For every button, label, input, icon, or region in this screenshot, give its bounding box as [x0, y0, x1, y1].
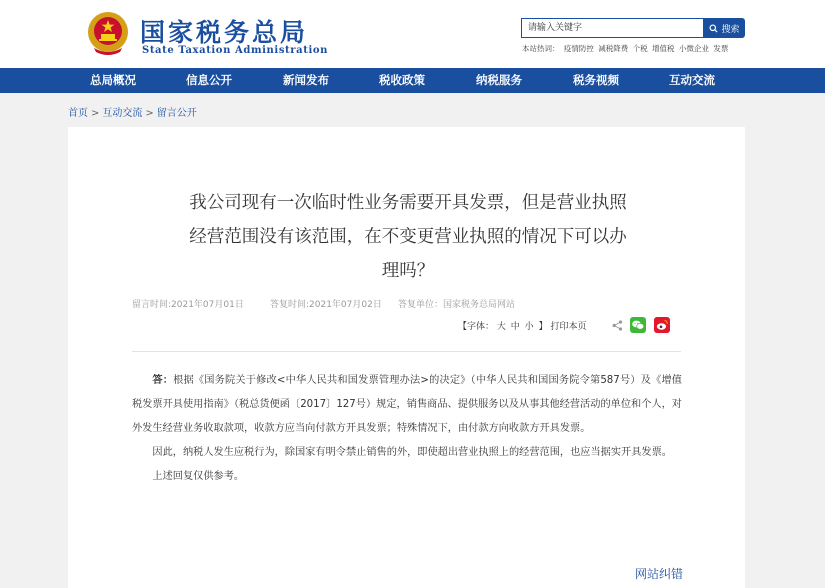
hot-words-label: 本站热词：: [522, 44, 560, 53]
print-button[interactable]: 打印本页: [550, 322, 587, 332]
nav-item-tax-service[interactable]: 纳税服务: [476, 73, 522, 87]
hot-word-link[interactable]: 疫情防控: [563, 44, 594, 53]
search-button[interactable]: [704, 18, 745, 38]
answer-paragraph: [132, 369, 682, 441]
main-nav: [0, 68, 825, 93]
breadcrumb-separator: >: [145, 108, 154, 119]
nav-item-info-disclosure[interactable]: 信息公开: [186, 73, 232, 87]
report-error-link[interactable]: 网站纠错: [635, 567, 684, 581]
wechat-icon[interactable]: [630, 317, 646, 333]
answer-paragraph: 上述回复仅供参考。: [152, 471, 245, 482]
reply-time: 答复时间:2021年07月02日: [270, 300, 382, 310]
font-size-large[interactable]: 大: [496, 322, 506, 332]
nav-item-overview[interactable]: 总局概况: [90, 73, 136, 87]
breadcrumb-messages[interactable]: 留言公开: [156, 108, 197, 119]
answer-text: 根据《国务院关于修改<中华人民共和国发票管理办法>的决定》（中华人民共和国国务院令第587号）及《增值税发票开具使用指南》（税总货便函〔2017〕127号）规定，销售商品、提供服务以及从事其他经营活动的单位和个人，对外发生经营业务收取款项，收款方应当向付款方开具发票；特殊情况下，由付款方向收款方开具发票。: [132, 375, 682, 434]
hot-word-link[interactable]: 发票: [713, 44, 729, 53]
site-header: [0, 0, 825, 68]
breadcrumb-separator: >: [91, 108, 100, 119]
search-input[interactable]: [521, 18, 704, 38]
question-title: [158, 186, 658, 288]
question-title-line: 理吗？: [381, 261, 435, 281]
national-emblem-icon[interactable]: [86, 10, 130, 56]
question-title-line: 我公司现有一次临时性业务需要开具发票，但是营业执照: [189, 193, 627, 213]
font-size-end: 】: [538, 322, 548, 332]
site-title[interactable]: 国家税务总局: [140, 18, 309, 47]
weibo-icon[interactable]: [654, 317, 670, 333]
font-size-label: 【字体：: [458, 322, 495, 332]
answer-paragraph: 因此，纳税人发生应税行为，除国家有明令禁止销售的外，即使超出营业执照上的经营范围，也应当据实开具发票。: [152, 447, 672, 458]
font-size-small[interactable]: 小: [524, 322, 534, 332]
question-title-line: 经营范围没有该范围，在不变更营业执照的情况下可以办: [189, 227, 627, 247]
search-button-label: 搜索: [721, 24, 740, 35]
divider: [132, 351, 681, 352]
breadcrumb: [68, 104, 197, 119]
answer-body: [132, 369, 682, 489]
answer-label: 答：: [152, 375, 174, 386]
nav-item-interaction[interactable]: 互动交流: [669, 73, 715, 87]
article-toolbar: [458, 319, 588, 332]
hot-word-link[interactable]: 减税降费: [598, 44, 629, 53]
hot-word-link[interactable]: 小微企业: [678, 44, 709, 53]
nav-item-tax-video[interactable]: 税务视频: [573, 73, 619, 87]
reply-unit: 答复单位：国家税务总局网站: [398, 300, 516, 310]
site-subtitle: State Taxation Administration: [142, 45, 328, 56]
hot-word-link[interactable]: 个税: [632, 44, 648, 53]
breadcrumb-interaction[interactable]: 互动交流: [102, 108, 143, 119]
hot-words: [522, 43, 730, 54]
search-icon: [709, 24, 718, 33]
article-card: [68, 127, 745, 588]
nav-item-news[interactable]: 新闻发布: [283, 73, 329, 87]
posted-time: 留言时间:2021年07月01日: [132, 300, 244, 310]
share-icon[interactable]: [612, 320, 623, 331]
hot-word-link[interactable]: 增值税: [652, 44, 675, 53]
breadcrumb-home[interactable]: 首页: [68, 108, 88, 119]
font-size-medium[interactable]: 中: [510, 322, 520, 332]
nav-item-tax-policy[interactable]: 税收政策: [379, 73, 425, 87]
